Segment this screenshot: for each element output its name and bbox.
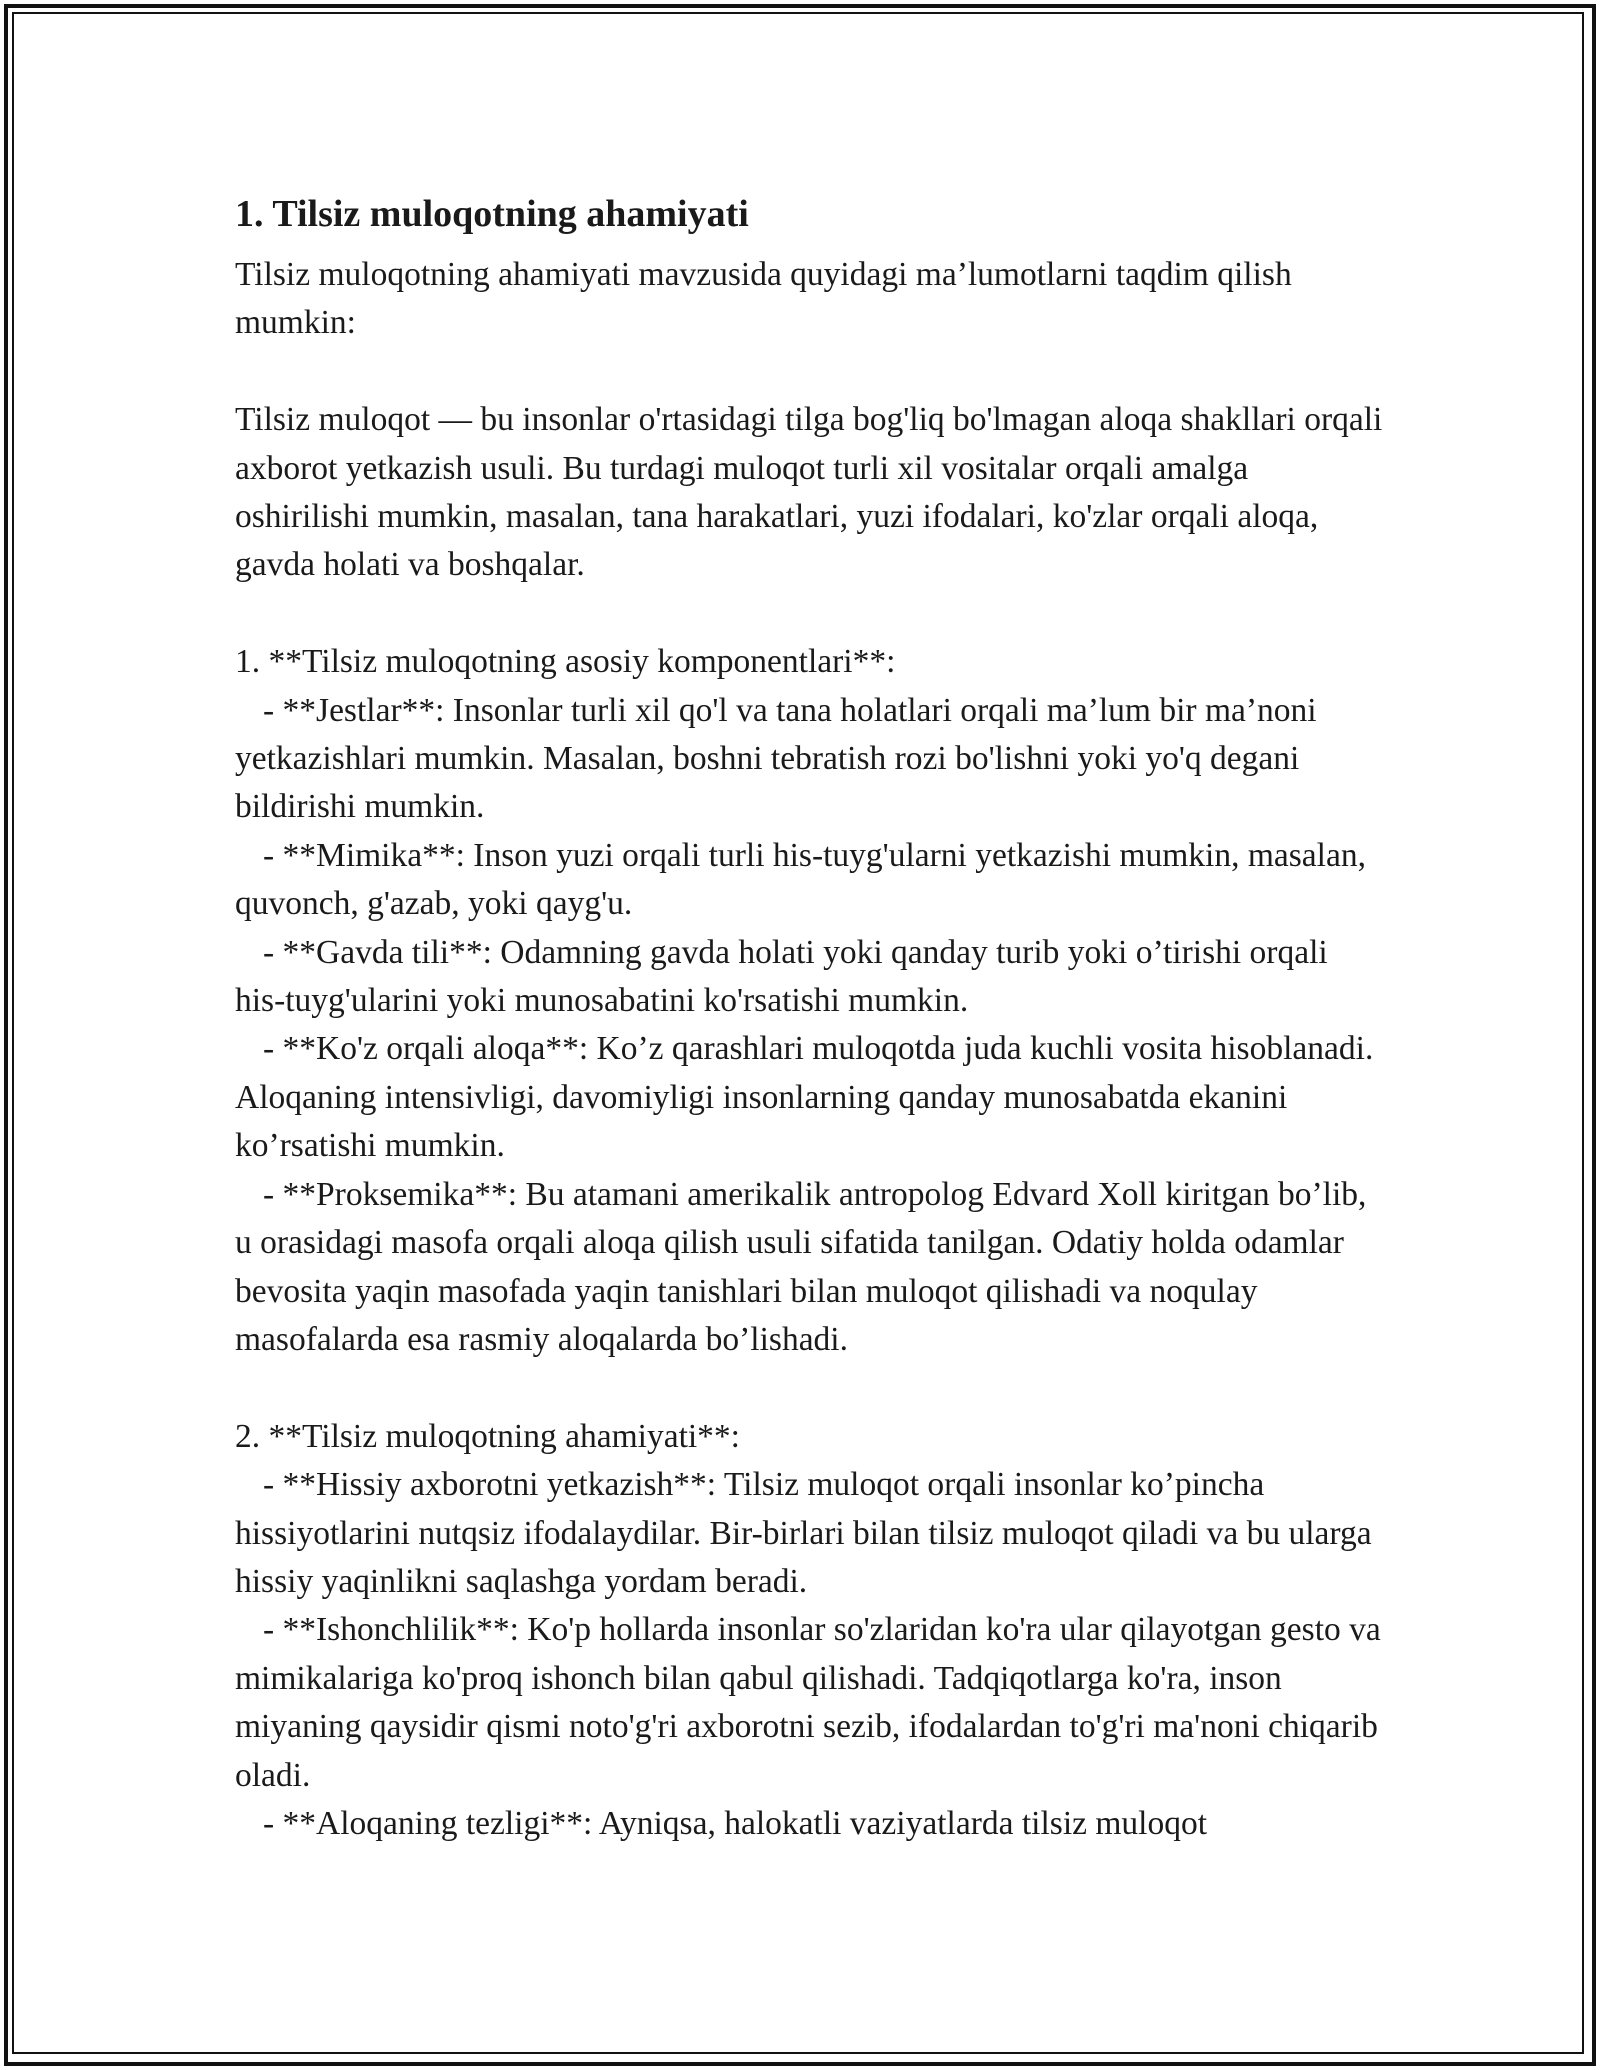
section-2-item-hissiy (235, 1461, 1385, 1606)
blank-line (235, 1364, 1385, 1412)
document-heading: 1. Tilsiz muloqotning ahamiyati (235, 193, 749, 235)
section-1-item-koz-aloqa (235, 1025, 1385, 1170)
section-2-item-tezlik (235, 1800, 1385, 1848)
list-item-text: - **Gavda tili**: Odamning gavda holati yoki qanday turib yoki o’tirishi orqali his-tuyg'ularini yoki munosabatini ko'rsatishi mumkin. (235, 933, 1337, 1020)
section-1-title: 1. **Tilsiz muloqotning asosiy komponentlari**: (235, 643, 896, 681)
section-2-title: 2. **Tilsiz muloqotning ahamiyati**: (235, 1417, 740, 1455)
section-1-item-mimika (235, 832, 1385, 929)
section-1-item-gavda-tili (235, 929, 1385, 1026)
section-2-item-ishonchlilik (235, 1606, 1390, 1800)
list-item-text: - **Mimika**: Inson yuzi orqali turli his-tuyg'ularni yetkazishi mumkin, masalan, quvonch, g'azab, yoki qayg'u. (235, 836, 1375, 923)
blank-line (235, 590, 1385, 638)
list-item-text: - **Proksemika**: Bu atamani amerikalik antropolog Edvard Xoll kiritgan bo’lib, u orasidagi masofa orqali aloqa qilish usuli sifatida tanilgan. Odatiy holda odamlar bevosita yaqin masofada yaqin tanishlari bilan muloqot qilishadi va noqulay masofalarda esa rasmiy aloqalarda bo’lishadi. (235, 1175, 1375, 1358)
list-item-text: - **Jestlar**: Insonlar turli xil qo'l va tana holatlari orqali ma’lum bir ma’noni yetkazishlari mumkin. Masalan, boshni tebratish rozi bo'lishni yoki yo'q degani bildirishi mumkin. (235, 691, 1325, 826)
list-item-text: - **Ko'z orqali aloqa**: Ko’z qarashlari muloqotda juda kuchli vosita hisoblanadi. Aloqaning intensivligi, davomiyligi insonlarning qanday munosabatda ekanini ko’rsatishi mumkin. (235, 1030, 1380, 1165)
definition-paragraph: Tilsiz muloqot — bu insonlar o'rtasidagi tilga bog'liq bo'lmagan aloqa shakllari orqali axborot yetkazish usuli. Bu turdagi muloqot turli xil vositalar orqali amalga oshirilishi mumkin, masalan, tana harakatlari, yuzi ifodalari, ko'zlar orqali aloqa, gavda holati va boshqalar. (235, 401, 1391, 584)
document-body (235, 188, 1391, 1848)
list-item-text: - **Aloqaning tezligi**: Ayniqsa, halokatli vaziyatlarda tilsiz muloqot (263, 1804, 1208, 1842)
blank-line (235, 348, 1385, 396)
list-item-text: - **Ishonchlilik**: Ko'p hollarda insonlar so'zlaridan ko'ra ular qilayotgan gesto va mimikalariga ko'proq ishonch bilan qabul qilishadi. Tadqiqotlarga ko'ra, inson miyaning qaysidir qismi noto'g'ri axborotni sezib, ifodalardan to'g'ri ma'noni chiqarib oladi. (235, 1611, 1390, 1794)
intro-paragraph: Tilsiz muloqotning ahamiyati mavzusida quyidagi ma’lumotlarni taqdim qilish mumkin: (235, 256, 1301, 342)
section-1-item-jestlar (235, 687, 1385, 832)
list-item-text: - **Hissiy axborotni yetkazish**: Tilsiz muloqot orqali insonlar ko’pincha hissiyotlarini nutqsiz ifodalaydilar. Bir-birlari bilan tilsiz muloqot qiladi va bu ularga hissiy yaqinlikni saqlashga yordam beradi. (235, 1466, 1380, 1600)
section-1-item-proksemika (235, 1171, 1385, 1365)
